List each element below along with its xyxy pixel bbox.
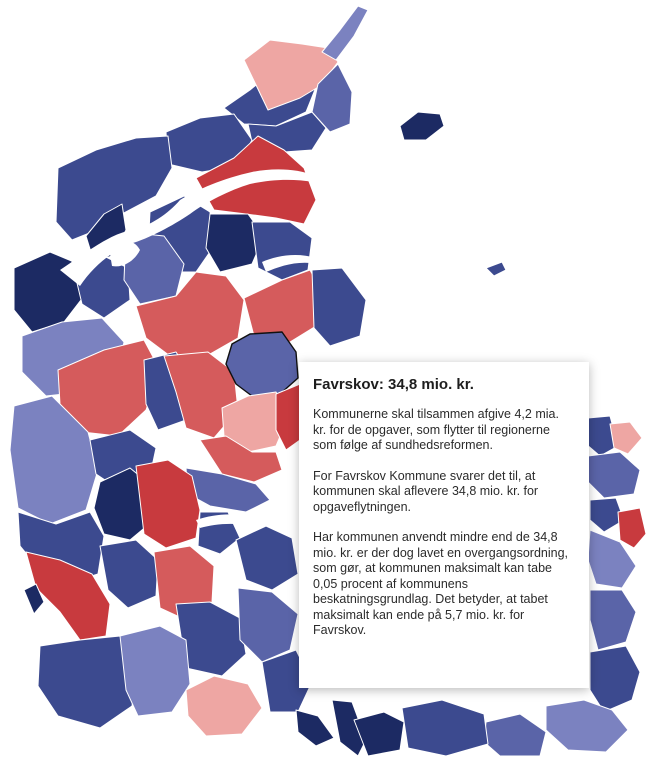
municipality-lolland[interactable]	[402, 700, 488, 756]
municipality-koege[interactable]	[590, 590, 636, 650]
municipality-middelfart[interactable]	[236, 526, 298, 590]
municipality-mariagerfjord[interactable]	[252, 222, 312, 280]
tooltip-paragraph-2: For Favrskov Kommune svarer det til, at kommunen skal aflevere 34,8 mio. kr. for opgaveflytningen.	[313, 468, 539, 514]
municipality-aarhus[interactable]	[276, 384, 300, 450]
tooltip-title: Favrskov: 34,8 mio. kr.	[313, 376, 474, 393]
municipality-vordingborg[interactable]	[546, 700, 628, 752]
municipality-anholt[interactable]	[486, 262, 506, 276]
municipality-vejen[interactable]	[100, 540, 158, 608]
municipality-norddjurs[interactable]	[312, 268, 366, 346]
municipality-helsingoer[interactable]	[610, 422, 642, 454]
municipality-laesoe[interactable]	[400, 112, 444, 140]
municipality-fredensborg[interactable]	[588, 452, 640, 498]
municipality-assens[interactable]	[238, 588, 298, 662]
municipality-favrskov[interactable]	[226, 332, 298, 396]
municipality-naestved[interactable]	[590, 646, 640, 712]
municipality-tooltip	[299, 362, 589, 688]
municipality-copenhagen[interactable]	[618, 508, 646, 548]
tooltip-paragraph-3: Har kommunen anvendt mindre end de 34,8 mio. kr. er der dog lavet en overgangsordning, som gør, at kommunen maksimalt kan tabe 0,05 procent af kommunens beskatningsgrundlag. Det betyder, at tabet maksimalt kan ende på 5,7 mio. kr. for Favrskov.	[313, 530, 569, 637]
tooltip-paragraph-1: Kommunerne skal tilsammen afgive 4,2 mia. kr. for de opgaver, som flytter til regionerne som følge af sundhedsreformen.	[313, 407, 559, 452]
municipality-aeroe[interactable]	[296, 710, 334, 746]
municipality-skagen-tip[interactable]	[322, 6, 368, 60]
municipality-soenderborg[interactable]	[186, 676, 262, 736]
municipality-guldborgsund[interactable]	[484, 714, 546, 756]
